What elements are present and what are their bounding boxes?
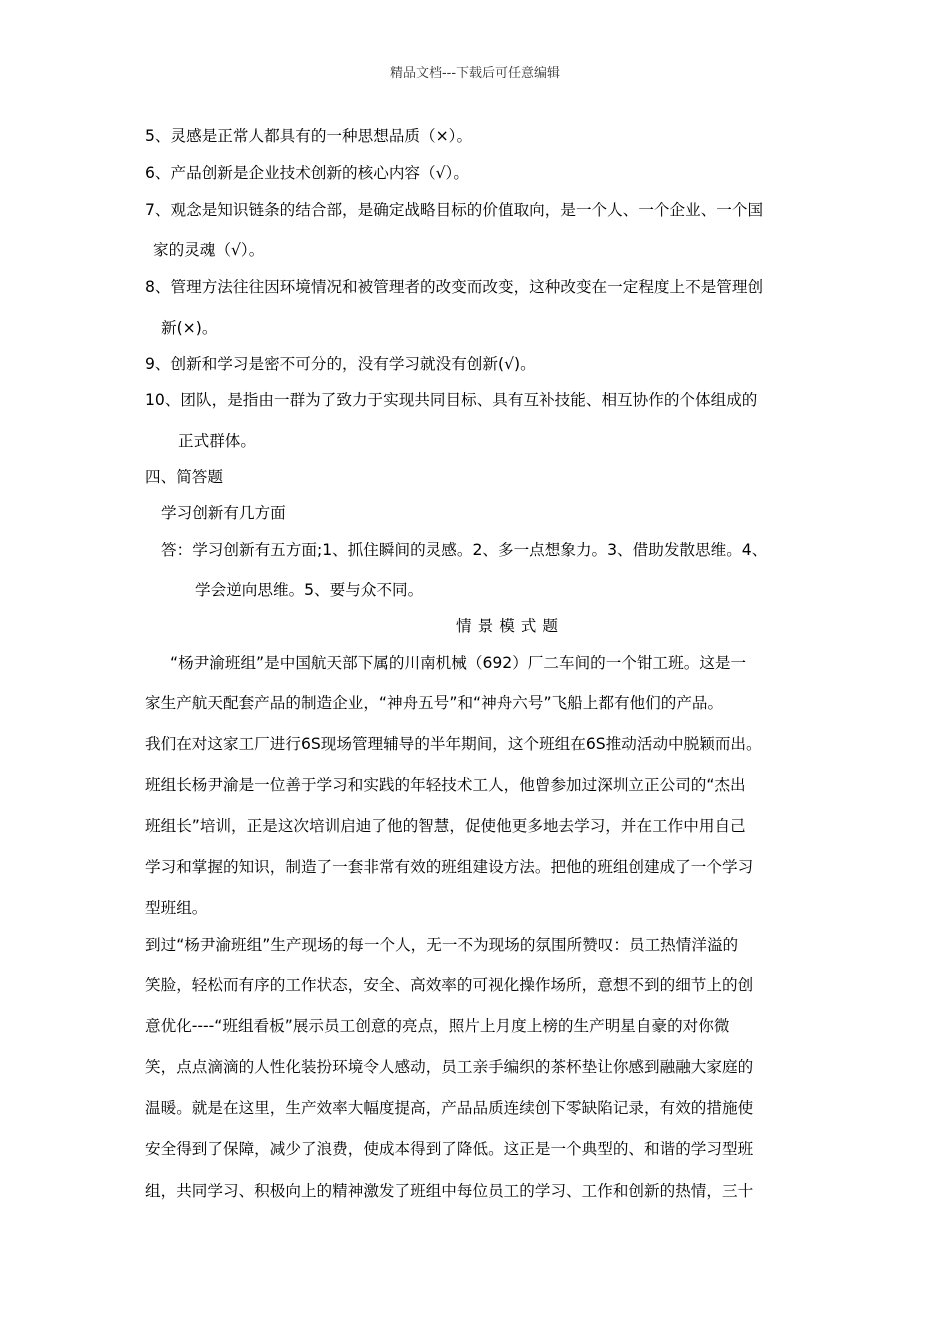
tf-item-10-line1: 10、团队，是指由一群为了致力于实现共同目标、具有互补技能、相互协作的个体组成的 [145,391,758,409]
scenario-p1-line: 班组长杨尹渝是一位善于学习和实践的年轻技术工人，他曾参加过深圳立正公司的“杰出 [145,776,746,794]
scenario-p1-line: 家生产航天配套产品的制造企业，“神舟五号”和“神舟六号”飞船上都有他们的产品。 [145,694,724,712]
scenario-p2-line: 笑，点点滴滴的人性化装扮环境令人感动，员工亲手编织的茶杯垫让你感到融融大家庭的 [145,1058,754,1076]
page-header: 精品文档---下载后可任意编辑 [389,66,561,81]
scenario-p1-line: 班组长”培训，正是这次培训启迪了他的智慧，促使他更多地去学习，并在工作中用自己 [145,817,746,835]
scenario-p2-line: 意优化----“班组看板”展示员工创意的亮点，照片上月度上榜的生产明星自豪的对你微 [145,1017,730,1035]
short-answer-line1: 答：学习创新有五方面;1、抓住瞬间的灵感。2、多一点想象力。3、借助发散思维。4、 [161,541,768,559]
tf-item-6: 6、产品创新是企业技术创新的核心内容（√）。 [145,164,469,182]
tf-item-9: 9、创新和学习是密不可分的，没有学习就没有创新(√)。 [145,355,536,373]
scenario-p2-line: 笑脸，轻松而有序的工作状态，安全、高效率的可视化操作场所，意想不到的细节上的创 [145,976,754,994]
scenario-p1-line: “杨尹渝班组”是中国航天部下属的川南机械（692）厂二车间的一个钳工班。这是一 [170,654,747,672]
short-answer-question: 学习创新有几方面 [161,504,286,522]
tf-item-8-line1: 8、管理方法往往因环境情况和被管理者的改变而改变，这种改变在一定程度上不是管理创 [145,278,764,296]
short-answer-line2: 学会逆向思维。5、要与众不同。 [195,581,424,599]
tf-item-7-line1: 7、观念是知识链条的结合部，是确定战略目标的价值取向，是一个人、一个企业、一个国 [145,201,764,219]
scenario-p2-line: 组，共同学习、积极向上的精神激发了班组中每位员工的学习、工作和创新的热情，三十 [145,1182,754,1200]
tf-item-10-line2: 正式群体。 [178,432,256,450]
scenario-p2-line: 温暖。就是在这里，生产效率大幅度提高，产品品质连续创下零缺陷记录，有效的措施使 [145,1099,754,1117]
scenario-p1-line: 型班组。 [145,899,208,917]
section-heading-short-answer: 四、简答题 [145,468,223,486]
scenario-p1-line: 我们在对这家工厂进行6S现场管理辅导的半年期间，这个班组在6S推动活动中脱颖而出。 [145,735,762,753]
tf-item-5: 5、灵感是正常人都具有的一种思想品质（×）。 [145,127,473,145]
scenario-p1-line: 学习和掌握的知识，制造了一套非常有效的班组建设方法。把他的班组创建成了一个学习 [145,858,754,876]
tf-item-7-line2: 家的灵魂（√）。 [153,241,265,259]
scenario-p2-line: 安全得到了保障，减少了浪费，使成本得到了降低。这正是一个典型的、和谐的学习型班 [145,1140,754,1158]
tf-item-8-line2: 新(×)。 [161,319,218,337]
scenario-p2-line: 到过“杨尹渝班组”生产现场的每一个人，无一不为现场的氛围所赞叹：员工热情洋溢的 [145,936,739,954]
scenario-title: 情景模式题 [456,617,564,635]
